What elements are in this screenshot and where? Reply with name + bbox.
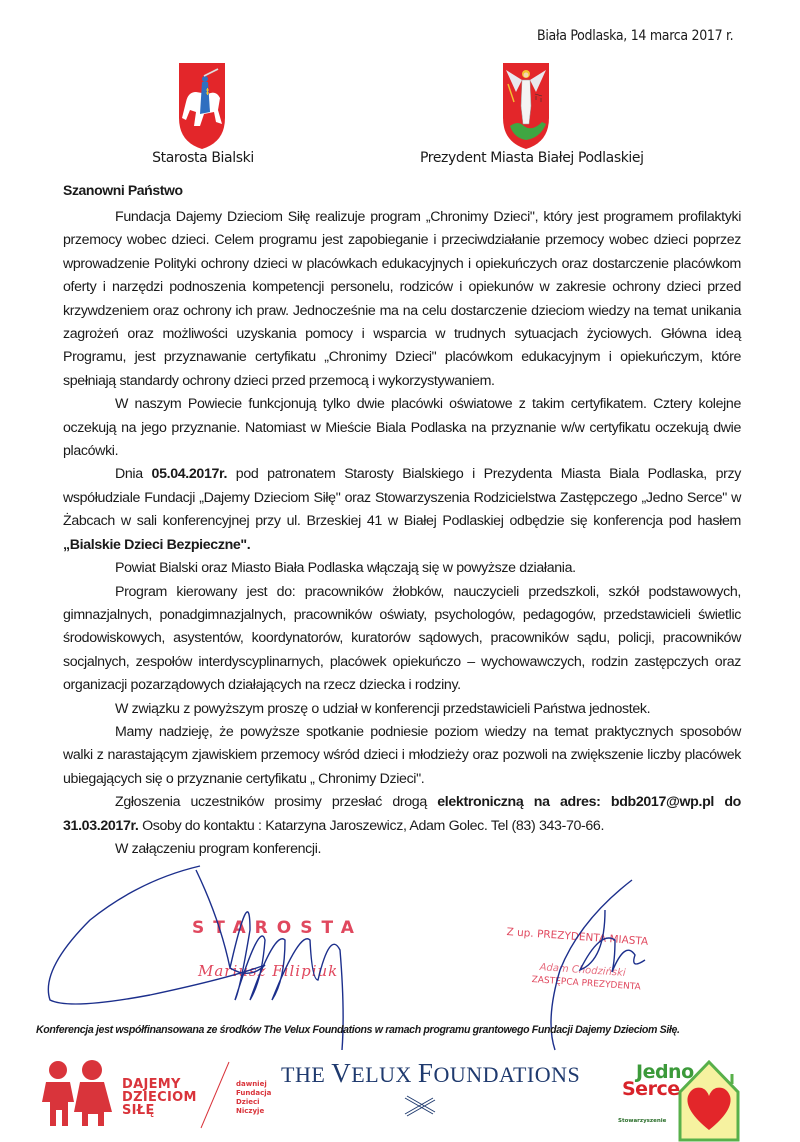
- conference-title: „Bialskie Dzieci Bezpieczne".: [63, 536, 251, 553]
- paragraph-conference: [63, 463, 741, 557]
- djs-children-logo-icon: [40, 1058, 116, 1133]
- djs-logo-text: [122, 1078, 197, 1117]
- paragraph-program: Fundacja Dajemy Dzieciom Siłę realizuje program „Chronimy Dzieci", który jest programem profilaktyki przemocy wobec dzieci. Celem programu jest zapobieganie i przeciwdziałanie przemocy wobec dzieci poprzez wprowadzenie Polityki ochrony dzieci w placówkach edukacyjnych i opiekuńczych oraz dostarczenie placówkom oferty i narzędzi podnoszenia kompetencji personelu, rodziców i opiekunów w zakresie ochrony dzieci przed krzywdzeniem oraz ochrony ich praw. Jednocześnie ma na celu dostarczenie dzieciom wiedzy na temat unikania zagrożeń oraz możliwości uzyskania pomocy i wsparcia w trudnych sytuacjach życiowych. Główna ideą Programu, jest przyznawanie certyfikatu „Chronimy Dzieci" placówkom edukacyjnym i opiekuńczym, które spełniają standardy ochrony dzieci przed przemocą i wykorzystywaniem.: [63, 209, 741, 389]
- djs-former-name: [236, 1080, 271, 1116]
- paragraph-attachment: W załączeniu program konferencji.: [115, 840, 322, 857]
- prezydent-stamp-line: Z up. PREZYDENTA MIASTA: [506, 926, 649, 948]
- coat-of-arms-biala-podlaska-icon: [502, 62, 550, 155]
- djs-line3: SIŁĘ: [122, 1103, 155, 1118]
- paragraph-audience: Program kierowany jest do: pracowników żłobków, nauczycieli przedszkoli, szkół podstawowych, gimnazjalnych, ponadgimnazjalnych, pracowników oświaty, psychologów, pedagogów, przedstawicieli świetlic środowiskowych, asystentów, koordynatorów, kuratorów sądowych, pracowników sądu, policji, pracowników socjalnych, zespołów interdyscyplinarnych, placówek opiekuńczo – wychowawczych, rodzin zastępczych oraz organizacji pozarządowych działających na rzecz dziecka i rodziny.: [63, 583, 741, 694]
- prezydent-label: Prezydent Miasta Białej Podlaskiej: [420, 150, 644, 166]
- starosta-signature: [48, 866, 343, 1050]
- velux-the: THE: [281, 1062, 332, 1087]
- registration-prefix: Zgłoszenia uczestników prosimy przesłać drogą: [115, 794, 438, 811]
- jedno-text: Jedno: [636, 1061, 694, 1083]
- djs-sub4: Niczyje: [236, 1107, 265, 1115]
- registration-contact: Osoby do kontaktu : Katarzyna Jaroszewicz, Adam Golec. Tel (83) 343-70-66.: [138, 817, 605, 834]
- greeting: Szanowni Państwo: [63, 182, 183, 198]
- letter-body: [63, 206, 741, 861]
- serce-text: Serce: [622, 1078, 680, 1100]
- djs-sub3: Dzieci: [236, 1098, 260, 1106]
- djs-line2: DZIECIOM: [122, 1090, 197, 1105]
- starosta-stamp-title: STAROSTA: [192, 918, 363, 938]
- velux-foundations-logo: [281, 1058, 580, 1089]
- starosta-stamp-name: Mariusz Filipiuk: [198, 962, 339, 980]
- registration-email-deadline: elektroniczną na adres: bdb2017@wp.pl do 31.03.2017r.: [63, 794, 741, 834]
- conference-date: 05.04.2017r.: [151, 466, 228, 483]
- date-line: Biała Podlaska, 14 marca 2017 r.: [537, 28, 734, 44]
- stowarzyszenie-text: Stowarzyszenie: [618, 1118, 667, 1124]
- djs-sub1: dawniej: [236, 1080, 267, 1088]
- velux-oundations: OUNDATIONS: [433, 1062, 581, 1087]
- paragraph-registration: [63, 791, 741, 838]
- velux-v: V: [331, 1058, 352, 1088]
- paragraph-certificates: W naszym Powiecie funkcjonują tylko dwie placówki oświatowe z takim certyfikatem. Cztery kolejne oczekują na jego przyznanie. Natomiast w Mieście Biala Podlaska na przyznanie w/w certyfikatu oczekują dwie placówki.: [63, 396, 741, 460]
- prezydent-stamp-name: Adam Chodziński: [539, 962, 626, 979]
- paragraph-request: W związku z powyższym proszę o udział w konferencji przedstawicieli Państwa jednostek.: [115, 700, 651, 717]
- prezydent-stamp-role: ZASTĘPCA PREZYDENTA: [531, 975, 642, 993]
- velux-f: F: [417, 1058, 434, 1088]
- paragraph-participation: Powiat Bialski oraz Miasto Biała Podlaska włączają się w powyższe działania.: [115, 560, 576, 577]
- conference-prefix: Dnia: [115, 466, 152, 483]
- paragraph-hope: Mamy nadzieję, że powyższe spotkanie podniesie poziom wiedzy na temat praktycznych sposobów walki z narastającym zjawiskiem przemocy wśród dzieci i młodzieży oraz pozwoli na zwiększenie liczby placówek ubiegających się o przyznanie certyfikatu „ Chronimy Dzieci".: [63, 723, 741, 787]
- djs-line1: DAJEMY: [122, 1077, 181, 1092]
- velux-cross-icon: [403, 1094, 437, 1118]
- djs-sub2: Fundacja: [236, 1089, 272, 1097]
- velux-elux: ELUX: [351, 1062, 418, 1087]
- conference-details: pod patronatem Starosty Bialskiego i Prezydenta Miasta Biala Podlaska, przy współudziale Fundacji „Dajemy Dzieciom Siłę" oraz Stowarzyszenia Rodzicielstwa Zastępczego „Jedno Serce" w Żabcach w sali konferencyjnej przy ul. Brzeskiej 41 w Białej Podlaskiej odbędzie się konferencja pod hasłem: [63, 466, 741, 530]
- starosta-label: Starosta Bialski: [152, 150, 254, 166]
- funding-note: Konferencja jest współfinansowana ze środków The Velux Foundations w ramach programu grantowego Fundacji Dajemy Dzieciom Siłę.: [36, 1024, 680, 1036]
- house-heart-icon: [676, 1058, 742, 1142]
- logo-divider: [195, 1060, 235, 1130]
- coat-of-arms-bialski-icon: [178, 62, 226, 155]
